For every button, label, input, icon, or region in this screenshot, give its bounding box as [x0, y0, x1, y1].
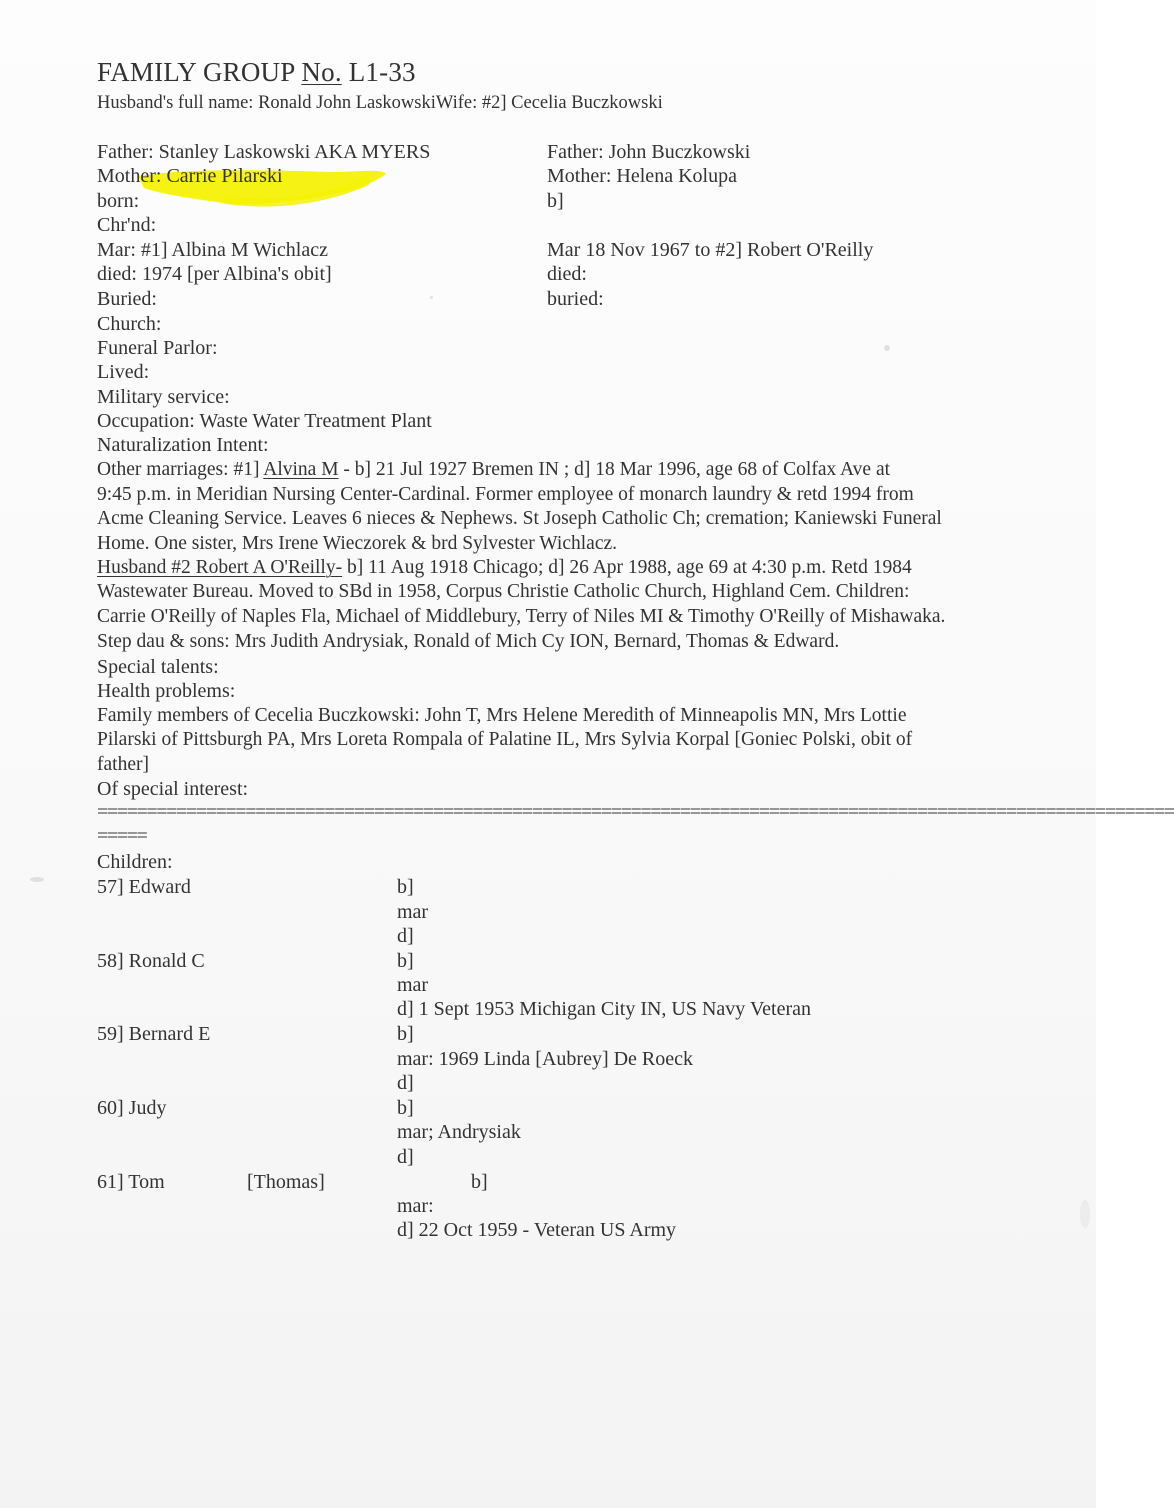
husband-died: died: 1974 [per Albina's obit]: [97, 263, 332, 285]
other-marriages-line: Home. One sister, Mrs Irene Wieczorek & brd Sylvester Wichlacz.: [97, 533, 618, 554]
wife-died: died:: [547, 263, 587, 285]
other-marriages-label: Other marriages: #1]: [97, 459, 260, 480]
child-married: mar: [397, 974, 429, 996]
divider-long: =============================================================================================================: [97, 801, 1174, 823]
other-marriages-line: [97, 458, 890, 482]
child-died: d] 1 Sept 1953 Michigan City IN, US Navy Veteran: [397, 998, 812, 1020]
child-born: b]: [397, 1097, 414, 1119]
husband-funeral-parlor: Funeral Parlor:: [97, 337, 218, 359]
husband-naturalization: Naturalization Intent:: [97, 434, 269, 456]
child-name: 59] Bernard E: [97, 1023, 211, 1045]
husband2-line: Step dau & sons: Mrs Judith Andrysiak, Ronald of Mich Cy ION, Bernard, Thomas & Edward.: [97, 631, 840, 652]
child-married: mar; Andrysiak: [397, 1121, 521, 1143]
child-name: 58] Ronald C: [97, 950, 205, 972]
husband-mother: [97, 164, 283, 188]
child-name: 57] Edward: [97, 876, 191, 898]
child-name: 61] Tom: [97, 1171, 165, 1193]
child-born: b]: [397, 876, 414, 898]
family-members-line: father]: [97, 754, 149, 775]
scan-speck: [30, 877, 44, 882]
husband2-line: Carrie O'Reilly of Naples Fla, Michael of Middlebury, Terry of Niles MI & Timothy O'Reilly of Mishawaka.: [97, 606, 946, 627]
other-marriages-line: Acme Cleaning Service. Leaves 6 nieces & Nephews. St Joseph Catholic Ch; cremation; Kaniewski Funeral: [97, 508, 942, 529]
child-alias: [Thomas]: [247, 1171, 325, 1193]
wife-buried: buried:: [547, 288, 604, 310]
family-group-title: [97, 56, 416, 88]
husband2-line: Wastewater Bureau. Moved to SBd in 1958, Corpus Christie Catholic Church, Highland Cem. Children:: [97, 581, 910, 602]
husband2-label: Husband #2 Robert A O'Reilly-: [97, 557, 343, 578]
child-name: 60] Judy: [97, 1097, 167, 1119]
other-marriages-rest: - b] 21 Jul 1927 Bremen IN ; d] 18 Mar 1996, age 68 of Colfax Ave at: [338, 459, 891, 480]
other-marriages-line: 9:45 p.m. in Meridian Nursing Center-Cardinal. Former employee of monarch laundry & retd 1994 from: [97, 484, 914, 505]
child-born: b]: [397, 950, 414, 972]
wife-mother: Mother: Helena Kolupa: [547, 165, 737, 187]
husband-buried: Buried:: [97, 288, 157, 310]
child-married: mar: 1969 Linda [Aubrey] De Roeck: [397, 1048, 694, 1070]
wife-marriage: Mar 18 Nov 1967 to #2] Robert O'Reilly: [547, 239, 874, 261]
scan-speck: [430, 296, 433, 299]
husband2-rest: b] 11 Aug 1918 Chicago; d] 26 Apr 1988, age 69 at 4:30 p.m. Retd 1984: [342, 557, 912, 578]
title-no: No.: [301, 57, 342, 87]
special-interest: Of special interest:: [97, 778, 249, 800]
husband-military: Military service:: [97, 386, 230, 408]
husband-father: Father: Stanley Laskowski AKA MYERS: [97, 141, 431, 163]
husband-born: born:: [97, 190, 140, 212]
child-born: b]: [397, 1023, 414, 1045]
scan-speck: [1080, 1200, 1090, 1228]
title-number: L1-33: [348, 57, 416, 87]
husband2-line: [97, 556, 912, 580]
husband-lived: Lived:: [97, 361, 150, 383]
child-born: b]: [471, 1171, 488, 1193]
husband-church: Church:: [97, 313, 162, 335]
other-marriages-name: Alvina M: [263, 459, 339, 480]
wife-born: b]: [547, 190, 564, 212]
husband-christened: Chr'nd:: [97, 214, 157, 236]
mother-label: Mother:: [97, 165, 162, 187]
title-prefix: FAMILY GROUP: [97, 57, 295, 87]
divider-short: =====: [97, 825, 147, 847]
wife-father: Father: John Buczkowski: [547, 141, 751, 163]
child-died: d]: [397, 1146, 414, 1168]
child-married: mar: [397, 901, 429, 923]
child-died: d]: [397, 1072, 414, 1094]
husband-occupation: Occupation: Waste Water Treatment Plant: [97, 410, 432, 432]
family-members-line: Family members of Cecelia Buczkowski: John T, Mrs Helene Meredith of Minneapolis MN, Mrs Lottie: [97, 705, 907, 726]
child-died: d]: [397, 925, 414, 947]
children-label: Children:: [97, 851, 173, 873]
husband-marriage: Mar: #1] Albina M Wichlacz: [97, 239, 328, 261]
health-problems: Health problems:: [97, 680, 236, 702]
mother-name: Carrie Pilarski: [166, 165, 283, 187]
scan-speck: [884, 345, 890, 351]
child-died: d] 22 Oct 1959 - Veteran US Army: [397, 1219, 677, 1241]
child-married: mar:: [397, 1195, 434, 1217]
special-talents: Special talents:: [97, 656, 219, 678]
header-line: Husband's full name: Ronald John LaskowskiWife: #2] Cecelia Buczkowski: [97, 93, 663, 113]
family-members-line: Pilarski of Pittsburgh PA, Mrs Loreta Rompala of Palatine IL, Mrs Sylvia Korpal [Goniec Polski, obit of: [97, 729, 913, 750]
